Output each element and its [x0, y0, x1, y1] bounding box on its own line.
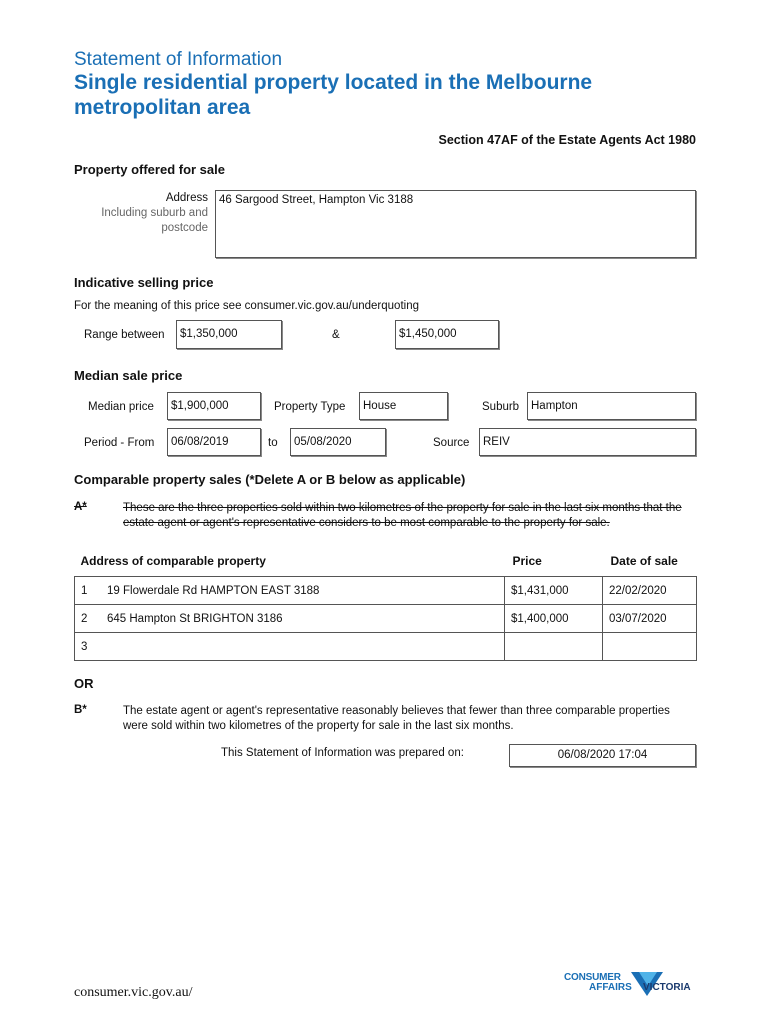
column-header-price: Price	[512, 554, 542, 568]
address-label: Address	[165, 192, 208, 204]
logo-text-affairs: AFFAIRS	[589, 982, 632, 993]
range-ampersand: &	[332, 329, 340, 341]
prepared-on-label: This Statement of Information was prepared on:	[221, 747, 464, 759]
price-high-field[interactable]: $1,450,000	[395, 320, 499, 349]
column-header-address: Address of comparable property	[80, 554, 266, 568]
property-type-field[interactable]: House	[359, 392, 448, 420]
row-address[interactable]: 645 Hampton St BRIGHTON 3186	[101, 605, 505, 633]
suburb-field[interactable]: Hampton	[527, 392, 696, 420]
source-label: Source	[433, 437, 470, 449]
row-number: 1	[75, 577, 102, 605]
option-b-marker: B*	[74, 704, 87, 716]
range-label: Range between	[84, 329, 165, 341]
row-number: 3	[75, 633, 102, 661]
median-price-field[interactable]: $1,900,000	[167, 392, 261, 420]
footer-url[interactable]: consumer.vic.gov.au/	[74, 985, 193, 1000]
period-to-field[interactable]: 05/08/2020	[290, 428, 386, 456]
median-heading: Median sale price	[74, 368, 183, 383]
table-row	[75, 633, 697, 661]
period-from-field[interactable]: 06/08/2019	[167, 428, 261, 456]
source-field[interactable]: REIV	[479, 428, 696, 456]
address-field[interactable]: 46 Sargood Street, Hampton Vic 3188	[215, 190, 696, 258]
act-reference: Section 47AF of the Estate Agents Act 1980	[438, 133, 696, 147]
row-date[interactable]: 22/02/2020	[603, 577, 697, 605]
suburb-label: Suburb	[482, 401, 520, 413]
option-a-marker: A*	[74, 501, 87, 513]
period-to-label: to	[268, 437, 278, 449]
property-heading: Property offered for sale	[74, 162, 225, 177]
column-header-date: Date of sale	[610, 554, 678, 568]
row-price[interactable]: $1,431,000	[505, 577, 603, 605]
row-price[interactable]	[505, 633, 603, 661]
logo-text-victoria: VICTORIA	[643, 982, 691, 993]
row-date[interactable]	[603, 633, 697, 661]
median-price-label: Median price	[88, 401, 154, 413]
property-type-label: Property Type	[274, 401, 346, 413]
indicative-heading: Indicative selling price	[74, 275, 214, 290]
or-label: OR	[74, 676, 94, 691]
address-sublabel: Including suburb and	[101, 207, 208, 219]
row-number: 2	[75, 605, 102, 633]
price-low-field[interactable]: $1,350,000	[176, 320, 282, 349]
table-row	[75, 577, 697, 605]
option-a-text: These are the three properties sold within two kilometres of the property for sale in the last six months that the estate agent or agent's representative considers to be most comparable to the property for sale.	[123, 502, 682, 529]
logo-text-consumer: CONSUMER	[564, 972, 621, 983]
comparable-table	[74, 554, 697, 661]
row-price[interactable]: $1,400,000	[505, 605, 603, 633]
consumer-affairs-victoria-logo	[563, 970, 703, 1000]
period-from-label: Period - From	[84, 437, 155, 449]
underquoting-note: For the meaning of this price see consumer.vic.gov.au/underquoting	[74, 300, 419, 312]
address-sublabel-postcode: postcode	[161, 222, 208, 234]
prepared-on-field[interactable]: 06/08/2020 17:04	[509, 744, 696, 767]
row-address[interactable]	[101, 633, 505, 661]
row-date[interactable]: 03/07/2020	[603, 605, 697, 633]
form-subtitle: Statement of Information	[74, 49, 283, 70]
comparable-heading: Comparable property sales (*Delete A or B below as applicable)	[74, 472, 466, 487]
row-address[interactable]: 19 Flowerdale Rd HAMPTON EAST 3188	[101, 577, 505, 605]
form-title: Single residential property located in the Melbourne metropolitan area	[74, 71, 593, 119]
option-b-text: The estate agent or agent's representative reasonably believes that fewer than three comparable properties were sold within two kilometres of the property for sale in the last six months.	[123, 705, 670, 732]
table-row	[75, 605, 697, 633]
